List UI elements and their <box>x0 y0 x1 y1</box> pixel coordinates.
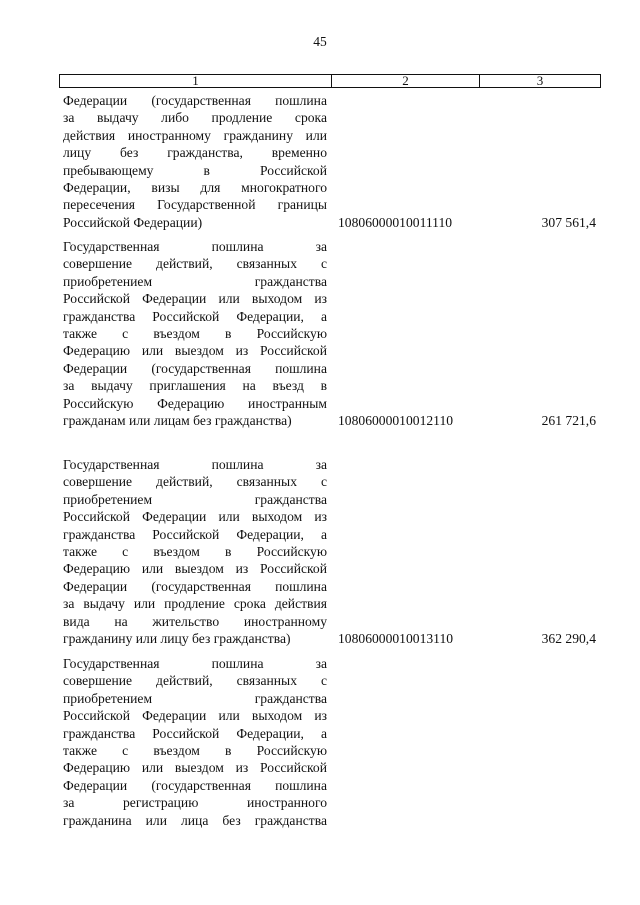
description-line: вида на жительство иностранному <box>63 613 327 629</box>
description-line: Российской Федерации или выходом из <box>63 708 327 724</box>
description-line: Федерации (государственная пошлина <box>63 93 327 108</box>
description-line: Федерации (государственная пошлина <box>63 578 327 594</box>
description-line: Государственная пошлина за <box>63 239 327 254</box>
description-line: также с въездом в Российскую <box>63 743 327 759</box>
description-line: Федерации (государственная пошлина <box>63 777 327 793</box>
description-line: совершение действий, связанных с <box>63 474 327 490</box>
description-line: Государственная пошлина за <box>63 457 327 472</box>
description-line: действия иностранному гражданину или <box>63 127 327 143</box>
description-line: приобретением гражданства <box>63 273 327 289</box>
table-header <box>59 74 601 88</box>
description-line: Федерации, визы для многократного <box>63 180 327 196</box>
description-line: гражданину или лицу без гражданства) <box>63 631 291 647</box>
row-amount: 261 721,6 <box>541 413 596 428</box>
description-line: совершение действий, связанных с <box>63 256 327 272</box>
row-code: 10806000010012110 <box>338 413 454 428</box>
description-line: пребывающему в Российской <box>63 162 327 178</box>
description-line: Российской Федерации или выходом из <box>63 291 327 307</box>
column-header-2: 2 <box>332 75 480 87</box>
description-line: гражданства Российской Федерации, а <box>63 526 327 542</box>
description-line: за выдачу приглашения на въезд в <box>63 378 327 394</box>
description-line: за регистрацию иностранного <box>63 795 327 811</box>
page-number: 45 <box>313 34 327 49</box>
row-description <box>63 456 327 647</box>
column-header-1: 1 <box>60 75 332 87</box>
description-line: гражданина или лица без гражданства <box>63 812 327 828</box>
description-line: также с въездом в Российскую <box>63 544 327 560</box>
description-line: приобретением гражданства <box>63 690 327 706</box>
description-line: за выдачу либо продление срока <box>63 110 327 126</box>
description-line: Федерацию или выездом из Российской <box>63 561 327 577</box>
row-code: 10806000010013110 <box>338 631 454 646</box>
description-line: Федерации (государственная пошлина <box>63 360 327 376</box>
description-line: Российской Федерации) <box>63 214 203 230</box>
row-description <box>63 92 327 231</box>
description-line: приобретением гражданства <box>63 491 327 507</box>
description-line: Государственная пошлина за <box>63 656 327 671</box>
description-line: совершение действий, связанных с <box>63 673 327 689</box>
description-line: Российскую Федерацию иностранным <box>63 395 327 411</box>
description-line: Федерацию или выездом из Российской <box>63 760 327 776</box>
description-line: Российской Федерации или выходом из <box>63 509 327 525</box>
row-code: 10806000010011110 <box>338 214 453 230</box>
description-line: гражданства Российской Федерации, а <box>63 725 327 741</box>
row-amount: 307 561,4 <box>541 214 596 230</box>
description-line: за выдачу или продление срока действия <box>63 596 327 612</box>
row-description <box>63 238 327 429</box>
description-line: пересечения Государственной границы <box>63 197 327 213</box>
description-line: также с въездом в Российскую <box>63 326 327 342</box>
description-line: гражданам или лицам без гражданства) <box>63 413 292 429</box>
row-description <box>63 655 327 829</box>
row-amount: 362 290,4 <box>541 631 596 646</box>
description-line: Федерацию или выездом из Российской <box>63 343 327 359</box>
description-line: лицу без гражданства, временно <box>63 145 327 161</box>
description-line: гражданства Российской Федерации, а <box>63 308 327 324</box>
column-header-3: 3 <box>536 73 544 88</box>
